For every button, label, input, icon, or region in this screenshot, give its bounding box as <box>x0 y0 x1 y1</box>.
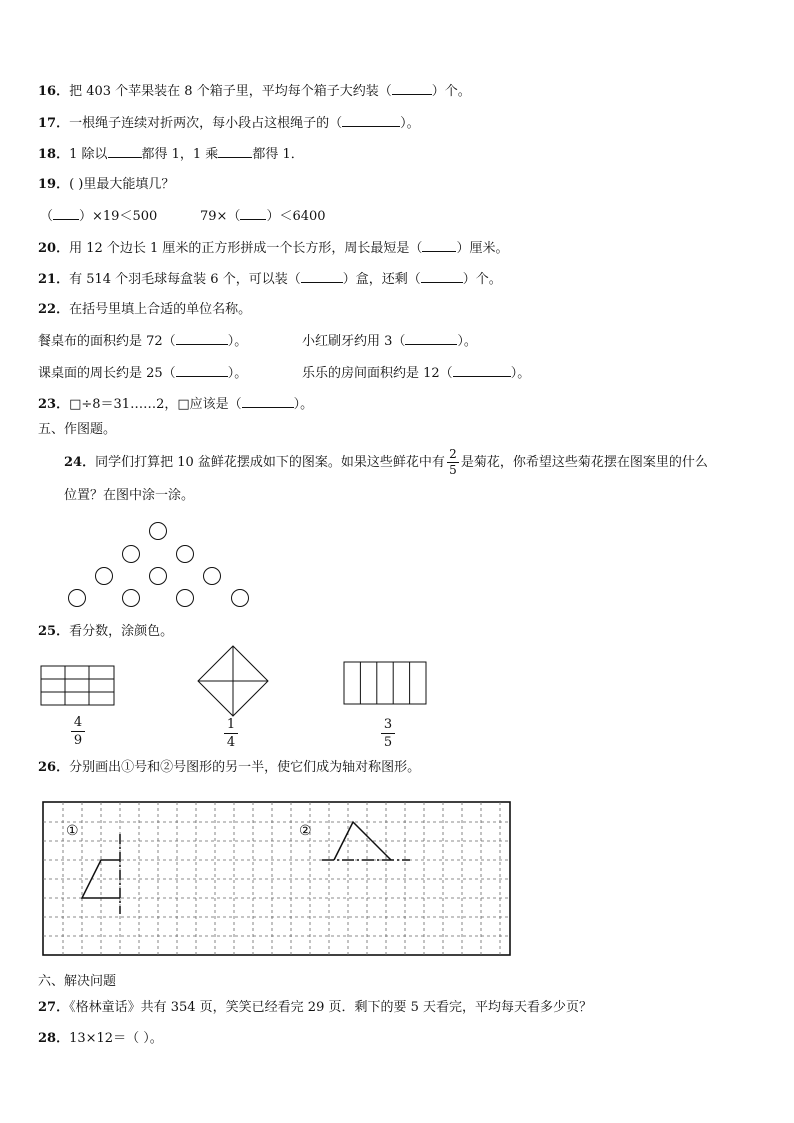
question-number: 23． <box>38 397 70 412</box>
question-number: 19． <box>38 177 70 192</box>
figure-2-label: ② <box>299 823 312 839</box>
question-number: 26． <box>38 760 70 775</box>
question-28 <box>38 1030 163 1048</box>
item-close: ）。 <box>510 366 531 381</box>
item-text: 小红刷牙约用 3（ <box>302 334 406 349</box>
fraction-denominator: 5 <box>383 735 393 750</box>
item-close: ）。 <box>227 366 248 381</box>
grid-lines <box>43 802 510 955</box>
question-number: 25． <box>38 624 70 639</box>
question-text: 用 12 个边长 1 厘米的正方形拼成一个长方形，周长最短是（ <box>69 241 423 256</box>
question-text: ( )里最大能填几？ <box>69 177 175 192</box>
question-text-2: 都得 1，1 乘 <box>141 147 219 162</box>
section-heading: 六、解决问题 <box>38 974 117 989</box>
question-text: 在括号里填上合适的单位名称。 <box>69 302 252 317</box>
question-text-end: ）。 <box>400 116 420 131</box>
fraction-numerator: 1 <box>226 717 236 732</box>
question-text-cont: 是菊花，你希望这些菊花摆在图案里的什么 <box>460 455 708 470</box>
question-number: 21． <box>38 272 70 287</box>
question-text: 一根绳子连续对折两次，每小段占这根绳子的（ <box>69 116 343 131</box>
question-number: 24． <box>64 455 96 470</box>
inequality-text-end: ）＜6400 <box>266 209 326 224</box>
question-text: 把 403 个苹果装在 8 个箱子里，平均每个箱子大约装（ <box>69 84 392 99</box>
figure-1-label: ① <box>66 823 79 839</box>
question-text-end: ）个。 <box>462 272 502 287</box>
item-close: ）。 <box>227 334 248 349</box>
inequality-text: ）×19＜500 <box>79 209 158 224</box>
item-text: 乐乐的房间面积约是 12（ <box>302 366 453 381</box>
question-text-end: ）。 <box>293 397 314 412</box>
question-text: □÷8＝31……2，□应该是（ <box>69 397 242 412</box>
figure-2-half-triangle <box>322 822 410 860</box>
fraction-numerator: 3 <box>383 717 393 732</box>
question-number: 22． <box>38 302 70 317</box>
question-24-line2: 位置？在图中涂一涂。 <box>64 488 195 503</box>
question-number: 28． <box>38 1031 70 1046</box>
question-number: 18． <box>38 147 70 162</box>
fraction-denominator: 4 <box>226 735 236 750</box>
question-text: 《格林童话》共有 354 页，笑笑已经看完 29 页．剩下的要 5 天看完，平均每天看多少页？ <box>69 1000 593 1015</box>
question-number: 20． <box>38 241 70 256</box>
item-close: ）。 <box>457 334 477 349</box>
section-heading: 五、作图题。 <box>38 422 117 437</box>
question-text-end: ）厘米。 <box>456 241 509 256</box>
fraction-numerator: 4 <box>73 715 83 730</box>
question-27 <box>38 999 592 1017</box>
question-text-1: 1 除以 <box>69 147 108 162</box>
question-text: 13×12＝（ ）。 <box>69 1031 163 1046</box>
question-text-mid: ）盒，还剩（ <box>342 272 421 287</box>
inequality-text: 79×（ <box>200 209 241 224</box>
question-number: 17． <box>38 116 70 131</box>
question-text: 有 514 个羽毛球每盒装 6 个，可以装（ <box>69 272 301 287</box>
question-text: 分别画出①号和②号图形的另一半，使它们成为轴对称图形。 <box>69 760 421 775</box>
question-number: 16． <box>38 84 70 99</box>
item-text: 餐桌布的面积约是 72（ <box>38 334 176 349</box>
paren-open: （ <box>40 209 54 224</box>
question-text-end: ）个。 <box>431 84 471 99</box>
question-text-3: 都得 1． <box>252 147 304 162</box>
fraction-numerator: 2 <box>449 447 457 461</box>
question-text: 看分数，涂颜色。 <box>69 624 174 639</box>
fraction-denominator: 9 <box>73 733 83 748</box>
item-text: 课桌面的周长约是 25（ <box>38 366 176 381</box>
question-number: 27． <box>38 1000 70 1015</box>
fraction-denominator: 5 <box>449 463 457 477</box>
question-text: 同学们打算把 10 盆鲜花摆成如下的图案。如果这些鲜花中有 <box>95 455 445 470</box>
